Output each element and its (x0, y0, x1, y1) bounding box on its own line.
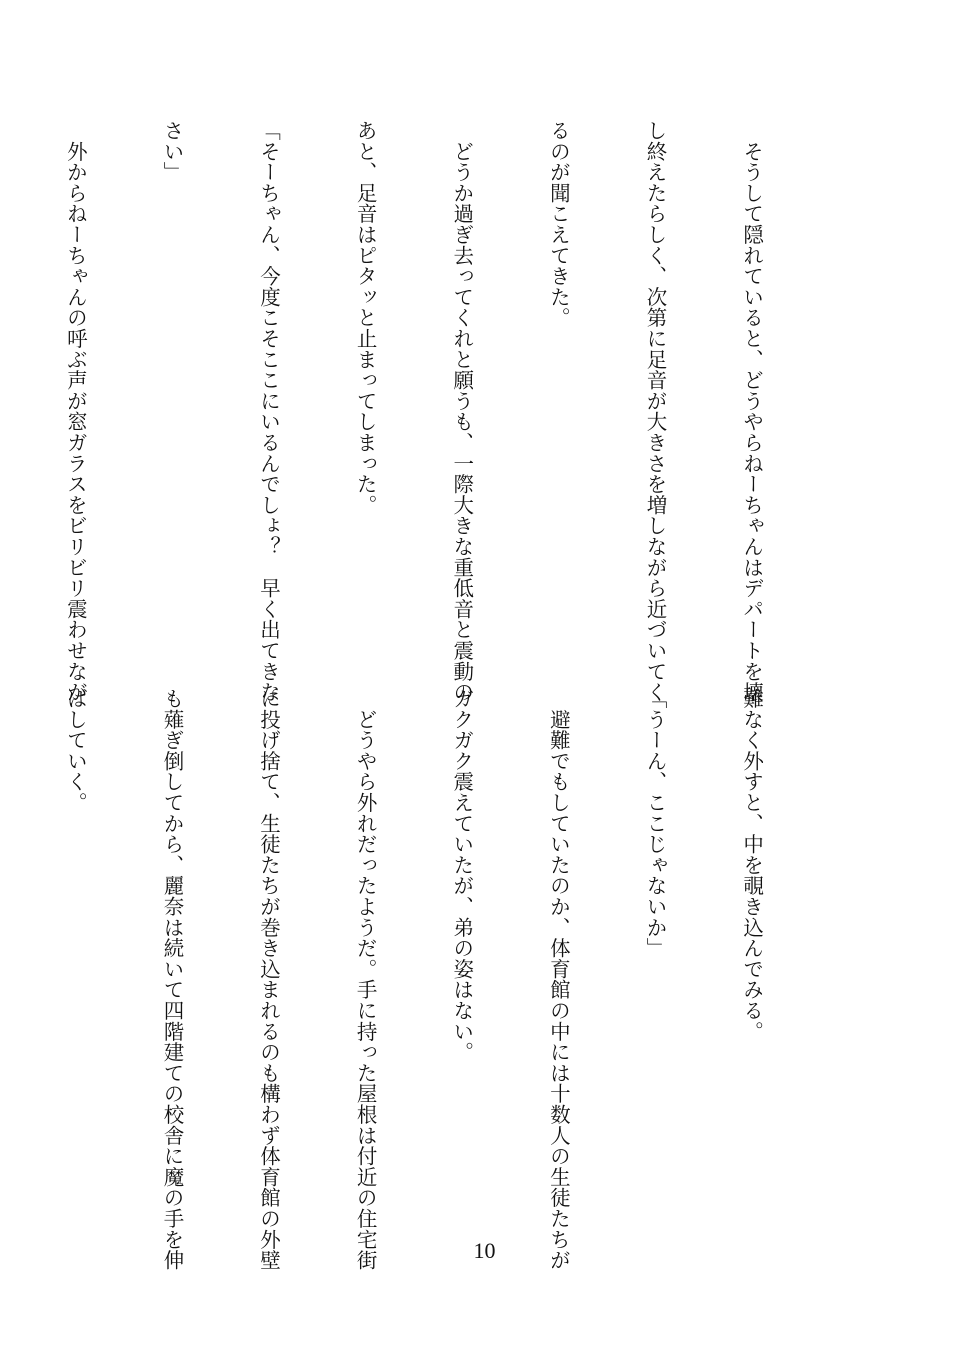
text-column: 「うーん、ここじゃないか」 (642, 688, 667, 959)
text-column: 避難でもしていたのか、体育館の中には十数人の生徒たちが (546, 688, 571, 1271)
text-column: どうやら外れだったようだ。手に持った屋根は付近の住宅街 (353, 688, 378, 1271)
text-column: そうして隠れていると、どうやらねーちゃんはデパートを壊 (739, 120, 764, 703)
text-column: どうか過ぎ去ってくれと願うも、一際大きな重低音と震動の (449, 120, 474, 703)
text-column: あと、足音はピタッと止まってしまった。 (353, 120, 378, 516)
text-column: し終えたらしく、次第に足音が大きさを増しながら近づいてく (642, 120, 667, 703)
text-block-top (63, 120, 832, 703)
text-column: も薙ぎ倒してから、麗奈は続いて四階建ての校舎に魔の手を伸 (159, 688, 184, 1271)
text-column: さい」 (159, 120, 184, 183)
text-column: ばしていく。 (63, 688, 88, 813)
page-number: 10 (473, 1238, 496, 1263)
text-column: 外からねーちゃんの呼ぶ声が窓ガラスをビリビリ震わせなが (63, 120, 88, 703)
text-column: 「そーちゃん、今度こそここにいるんでしょ？ 早く出てきな (256, 120, 281, 703)
text-column: に投げ捨て、生徒たちが巻き込まれるのも構わず体育館の外壁 (256, 688, 281, 1271)
text-column: るのが聞こえてきた。 (546, 120, 571, 328)
text-column: ガクガク震えていたが、弟の姿はない。 (449, 688, 474, 1063)
text-column: 難なく外すと、中を覗き込んでみる。 (739, 688, 764, 1042)
